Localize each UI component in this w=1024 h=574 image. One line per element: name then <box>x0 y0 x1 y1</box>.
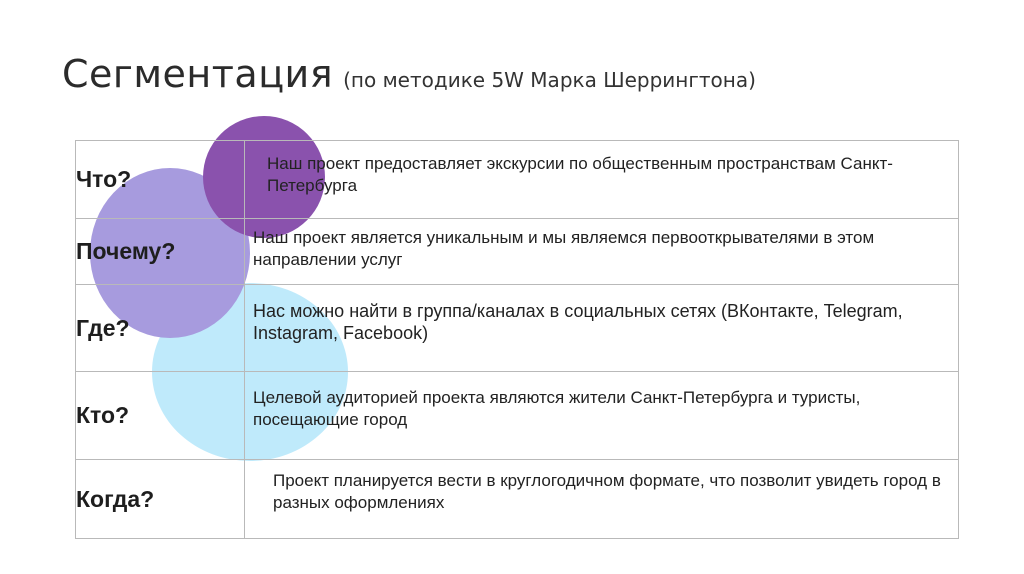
slide-title-row <box>62 52 756 96</box>
answer-text: Целевой аудиторией проекта являются жители Санкт-Петербурга и туристы, посещающие город <box>253 387 861 429</box>
answer-cell <box>245 219 959 285</box>
answer-cell <box>245 460 959 539</box>
answer-cell <box>245 372 959 460</box>
table-row <box>76 141 959 219</box>
question-cell: Где? <box>76 285 245 372</box>
question-cell: Когда? <box>76 460 245 539</box>
segmentation-table <box>75 140 959 539</box>
answer-cell <box>245 141 959 219</box>
question-cell: Почему? <box>76 219 245 285</box>
table-row <box>76 285 959 372</box>
table-row <box>76 460 959 539</box>
answer-cell <box>245 285 959 372</box>
slide-title: Сегментация <box>62 52 334 96</box>
answer-text: Наш проект предоставляет экскурсии по общественным пространствам Санкт-Петербурга <box>267 153 893 195</box>
question-cell: Что? <box>76 141 245 219</box>
answer-text: Проект планируется вести в круглогодичном формате, что позволит увидеть город в разных оформлениях <box>273 471 941 512</box>
table-row <box>76 372 959 460</box>
slide-subtitle: (по методике 5W Марка Шеррингтона) <box>343 68 756 92</box>
answer-text: Нас можно найти в группа/каналах в социальных сетях (ВКонтакте, Telegram, Instagram, Facebook) <box>253 301 903 343</box>
table-row <box>76 219 959 285</box>
answer-text: Наш проект является уникальным и мы являемся первооткрывателями в этом направлении услуг <box>253 227 875 269</box>
question-cell: Кто? <box>76 372 245 460</box>
